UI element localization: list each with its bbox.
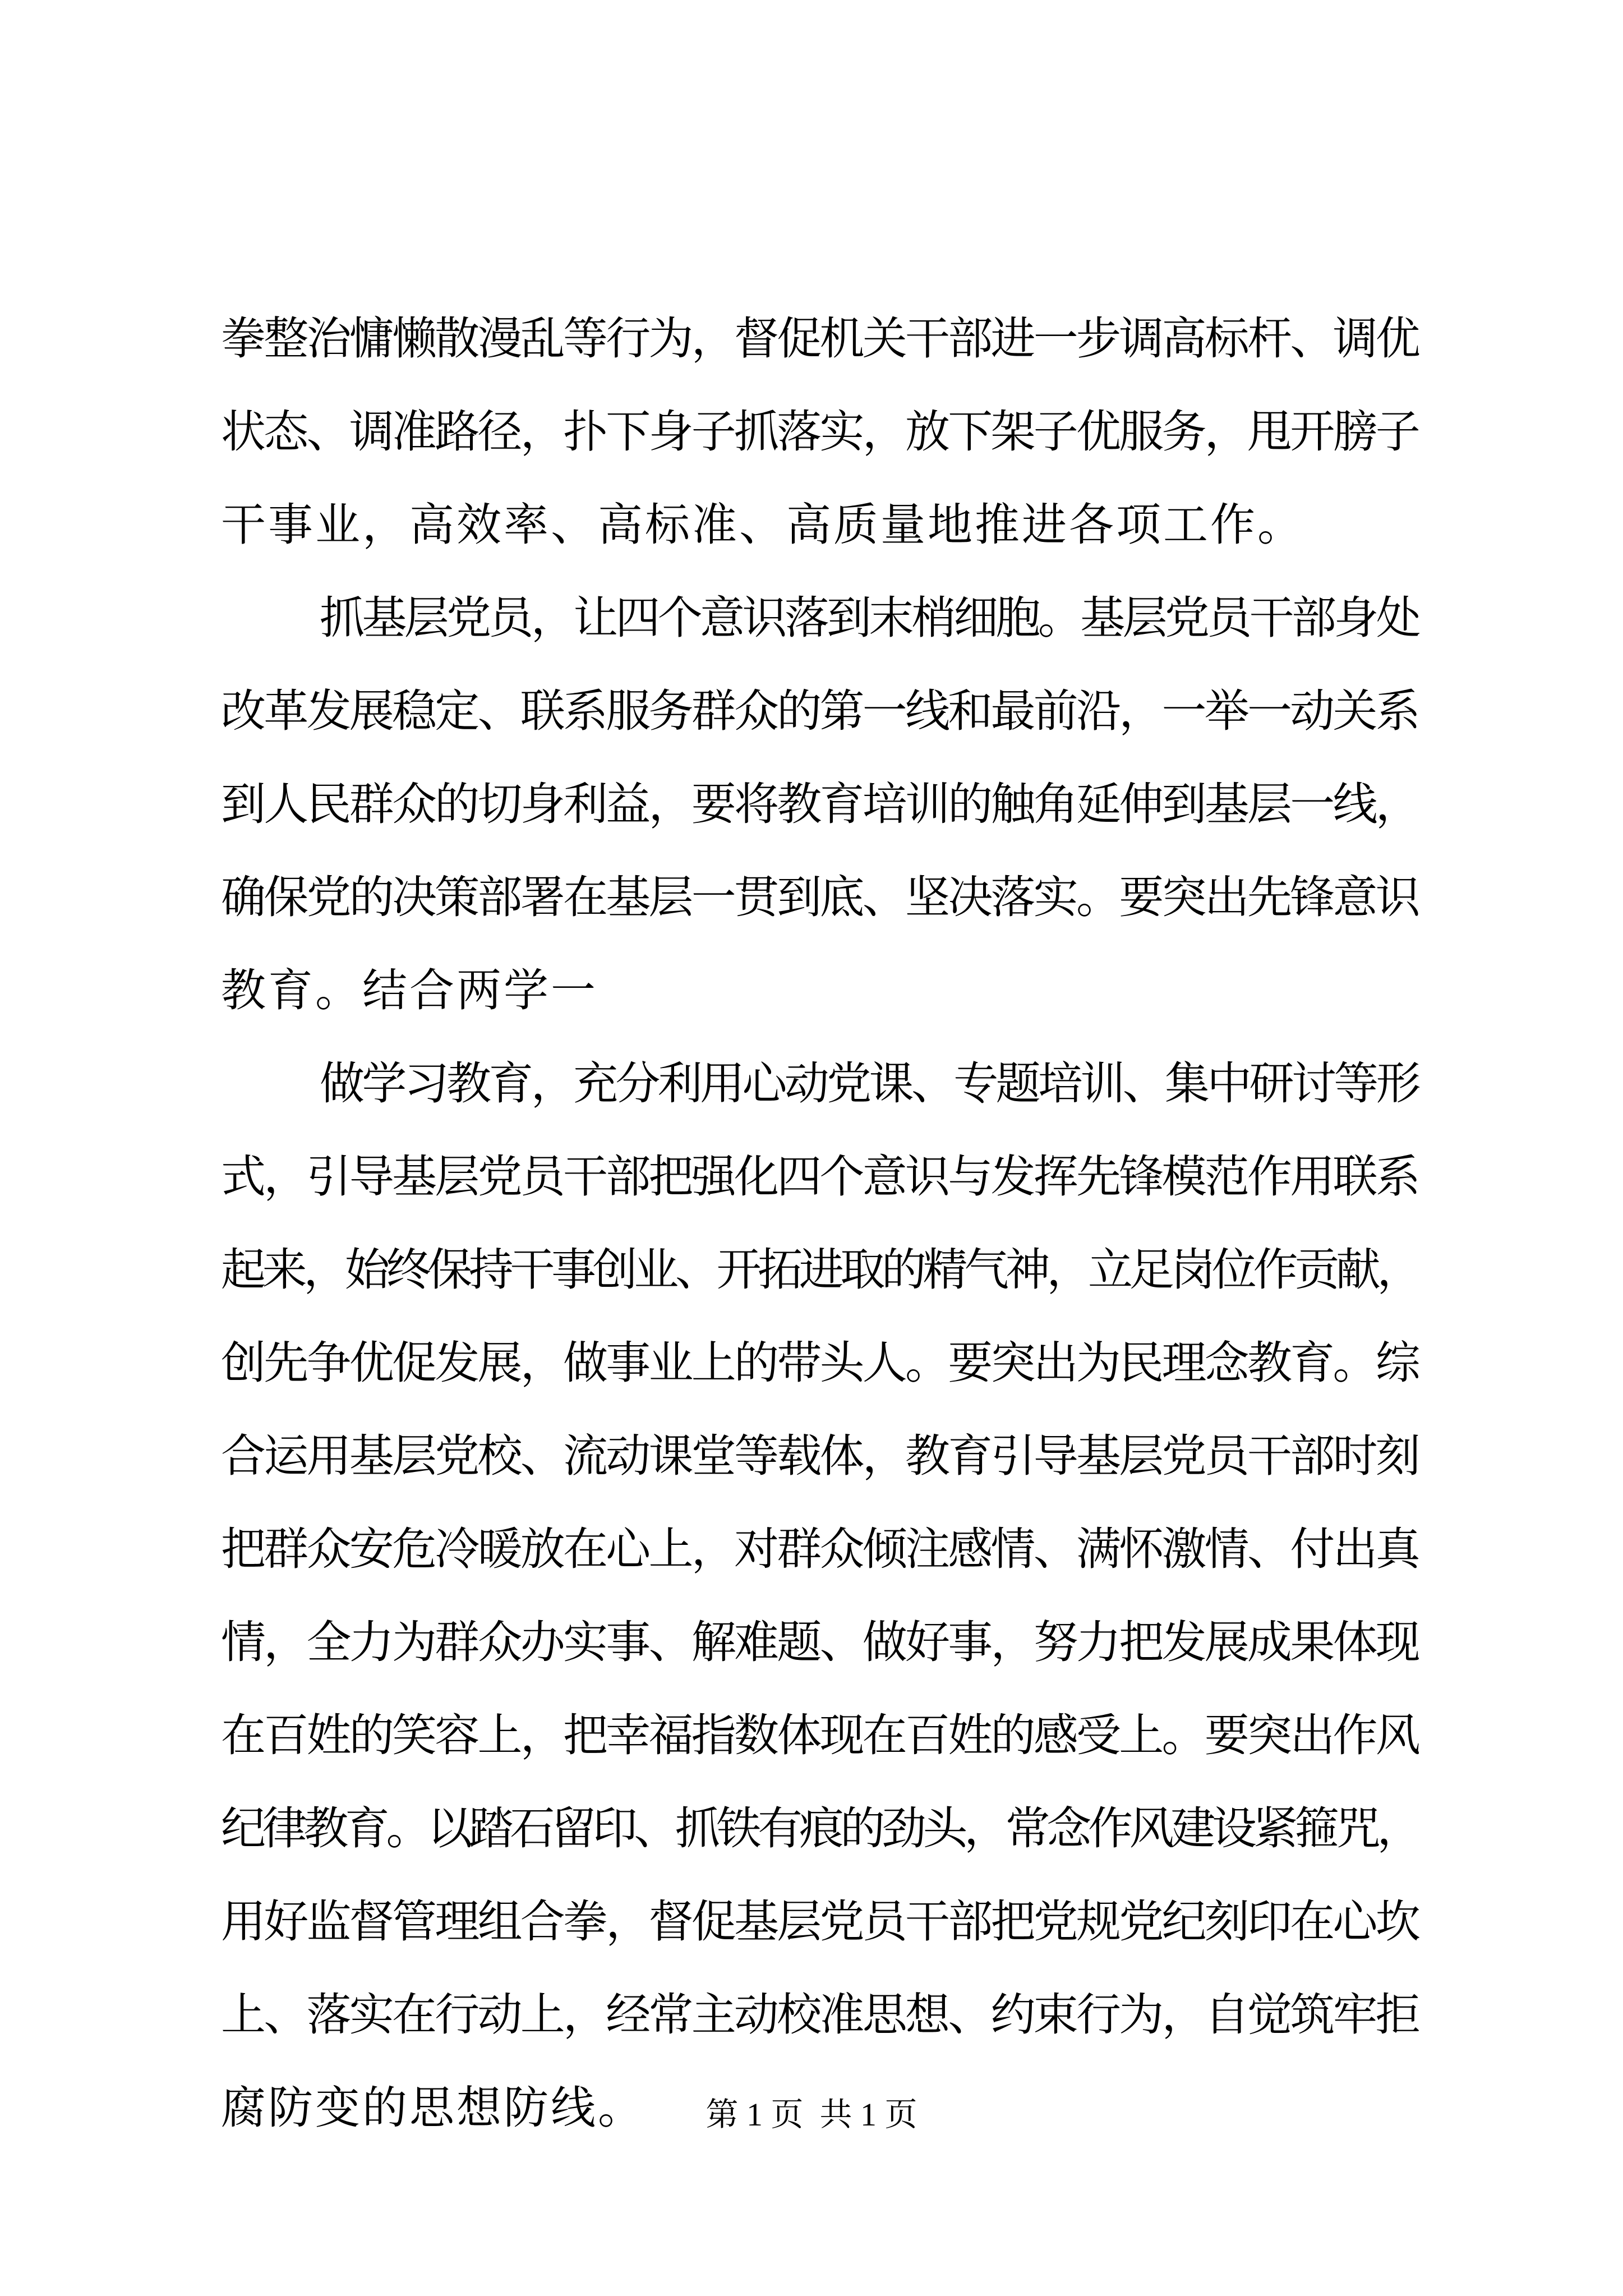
text-line: 纪律教育。以踏石留印、抓铁有痕的劲头，常念作风建设紧箍咒， xyxy=(221,1802,1418,1855)
paragraph xyxy=(221,292,1418,572)
text-line: 把群众安危冷暖放在心上，对群众倾注感情、满怀激情、付出真 xyxy=(221,1523,1418,1575)
text-line: 教育。结合两学一 xyxy=(221,964,598,1016)
document-body xyxy=(221,292,1418,2155)
text-line: 创先争优促发展，做事业上的带头人。要突出为民理念教育。综 xyxy=(221,1337,1418,1389)
text-line: 用好监督管理组合拳，督促基层党员干部把党规党纪刻印在心坎 xyxy=(221,1895,1418,1948)
text-line: 抓基层党员，让四个意识落到末梢细胞。基层党员干部身处 xyxy=(320,592,1418,644)
text-line: 改革发展稳定、联系服务群众的第一线和最前沿，一举一动关系 xyxy=(221,685,1418,737)
page-number-label: 第 1 页 共 1 页 xyxy=(706,2096,917,2133)
page-footer xyxy=(0,2092,1623,2137)
text-line: 确保党的决策部署在基层一贯到底、坚决落实。要突出先锋意识 xyxy=(221,871,1418,923)
text-line: 到人民群众的切身利益，要将教育培训的触角延伸到基层一线， xyxy=(221,778,1418,830)
text-line: 干事业，高效率、高标准、高质量地推进各项工作。 xyxy=(221,499,1304,551)
text-line: 上、落实在行动上，经常主动校准思想、约束行为，自觉筑牢拒 xyxy=(221,1989,1418,2041)
text-line: 状态、调准路径，扑下身子抓落实，放下架子优服务，甩开膀子 xyxy=(221,406,1418,458)
text-line: 做学习教育，充分利用心动党课、专题培训、集中研讨等形 xyxy=(320,1057,1418,1110)
paragraph xyxy=(221,1037,1418,2155)
text-line: 式，引导基层党员干部把强化四个意识与发挥先锋模范作用联系 xyxy=(221,1151,1418,1203)
text-line: 合运用基层党校、流动课堂等载体，教育引导基层党员干部时刻 xyxy=(221,1430,1418,1482)
text-line: 情，全力为群众办实事、解难题、做好事，努力把发展成果体现 xyxy=(221,1616,1418,1668)
text-line: 腐防变的思想防线。 xyxy=(221,2082,645,2134)
paragraph xyxy=(221,572,1418,1037)
text-line: 在百姓的笑容上，把幸福指数体现在百姓的感受上。要突出作风 xyxy=(221,1709,1418,1761)
text-line: 起来，始终保持干事创业、开拓进取的精气神，立足岗位作贡献， xyxy=(221,1244,1418,1296)
text-line: 拳整治慵懒散漫乱等行为，督促机关干部进一步调高标杆、调优 xyxy=(221,312,1418,365)
